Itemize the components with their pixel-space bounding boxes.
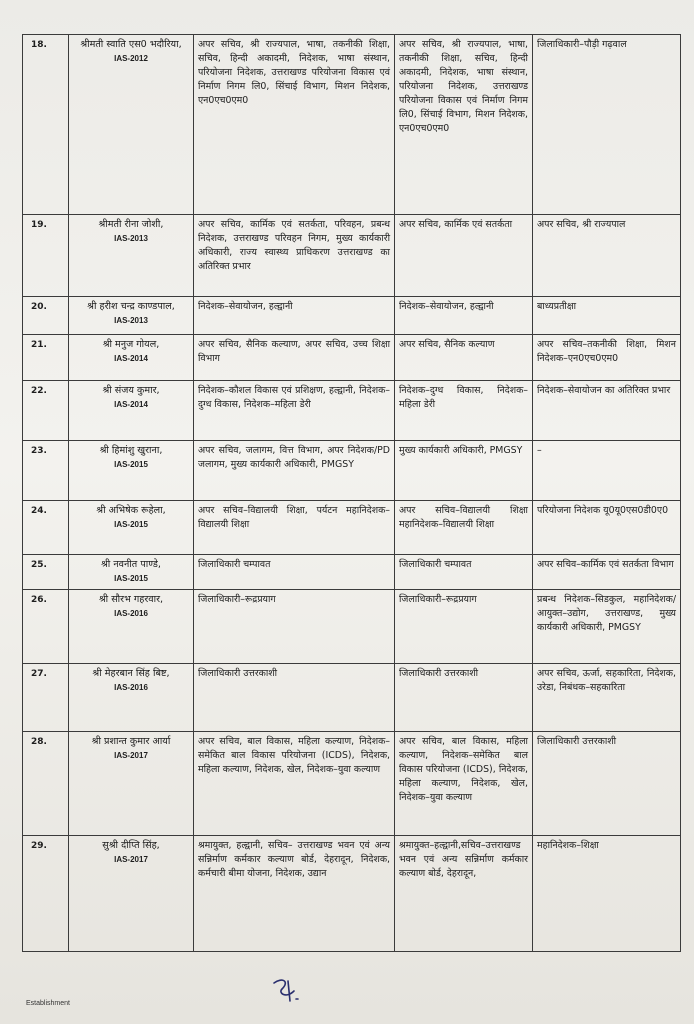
serial-number-cell	[23, 664, 69, 732]
current-posting-cell	[194, 335, 395, 381]
retained-posting-cell	[395, 381, 533, 441]
officer-batch: IAS-2012	[114, 54, 148, 63]
footer-label: Establishment	[26, 1000, 70, 1007]
officer-batch: IAS-2014	[114, 354, 148, 363]
officer-batch: IAS-2014	[114, 400, 148, 409]
new-posting-cell	[533, 335, 681, 381]
serial-number: 23.	[31, 446, 47, 456]
serial-number: 19.	[31, 220, 47, 230]
new-posting: अपर सचिव, ऊर्जा, सहकारिता, निदेशक, उरेडा, निबंधक–सहकारिता	[537, 668, 676, 693]
serial-number-cell	[23, 501, 69, 555]
retained-posting: जिलाधिकारी चम्पावत	[399, 559, 472, 570]
table-row	[23, 555, 681, 590]
current-posting-cell	[194, 836, 395, 952]
officer-batch: IAS-2015	[114, 460, 148, 469]
serial-number-cell	[23, 732, 69, 836]
current-posting: जिलाधिकारी उत्तरकाशी	[198, 668, 278, 679]
retained-posting: अपर सचिव, बाल विकास, महिला कल्याण, निदेशक–समेकित बाल विकास परियोजना (ICDS), निदेशक, महिला कल्याण, निदेशक, खेल, निदेशक–युवा कल्याण	[399, 736, 528, 803]
serial-number: 28.	[31, 737, 47, 747]
retained-posting: निदेशक–दुग्ध विकास, निदेशक–महिला डेरी	[399, 385, 528, 410]
retained-posting-cell	[395, 664, 533, 732]
retained-posting: श्रमायुक्त–हल्द्वानी,सचिव–उत्तराखण्ड भवन एवं अन्य सन्निर्माण कर्मकार कल्याण बोर्ड, देहरादून,	[399, 840, 528, 879]
new-posting: बाध्यप्रतीक्षा	[537, 301, 577, 312]
retained-posting-cell	[395, 501, 533, 555]
new-posting: अपर सचिव–तकनीकी शिक्षा, मिशन निदेशक–एन0एच0एम0	[537, 339, 676, 364]
new-posting: परियोजना निदेशक यू0यू0एस0डी0ए0	[537, 505, 669, 516]
serial-number-cell	[23, 381, 69, 441]
serial-number: 25.	[31, 560, 47, 570]
current-posting: जिलाधिकारी चम्पावत	[198, 559, 271, 570]
retained-posting: जिलाधिकारी–रूद्रप्रयाग	[399, 594, 477, 605]
officer-name-cell	[69, 441, 194, 501]
officer-name: श्री अभिषेक रूहेला,	[96, 505, 166, 516]
officer-name: श्रीमती स्वाति एस0 भदौरिया,	[80, 39, 182, 50]
serial-number: 27.	[31, 669, 47, 679]
serial-number: 21.	[31, 340, 47, 350]
table-row	[23, 381, 681, 441]
transfer-table	[22, 34, 681, 952]
current-posting: अपर सचिव, जलागम, वित्त विभाग, अपर निदेशक/PD जलागम, मुख्य कार्यकारी अधिकारी, PMGSY	[198, 445, 390, 470]
table-row	[23, 501, 681, 555]
new-posting: महानिदेशक–शिक्षा	[537, 840, 599, 851]
new-posting-cell	[533, 441, 681, 501]
serial-number-cell	[23, 297, 69, 335]
new-posting: प्रबन्ध निदेशक–सिडकुल, महानिदेशक/आयुक्त–उद्योग, उत्तराखण्ड, मुख्य कार्यकारी अधिकारी, PMGSY	[537, 594, 676, 633]
new-posting-cell	[533, 297, 681, 335]
current-posting: अपर सचिव, बाल विकास, महिला कल्याण, निदेशक– समेकित बाल विकास परियोजना (ICDS), निदेशक, महिला कल्याण, निदेशक, खेल, निदेशक–युवा कल्याण	[198, 736, 390, 775]
new-posting-cell	[533, 35, 681, 215]
new-posting: अपर सचिव–कार्मिक एवं सतर्कता विभाग	[537, 559, 674, 570]
officer-name: श्री नवनीत पाण्डे,	[101, 559, 161, 570]
retained-posting-cell	[395, 555, 533, 590]
retained-posting-cell	[395, 836, 533, 952]
new-posting-cell	[533, 590, 681, 664]
table-row	[23, 215, 681, 297]
officer-batch: IAS-2013	[114, 316, 148, 325]
new-posting-cell	[533, 836, 681, 952]
officer-name: श्री सौरभ गहरवार,	[98, 594, 164, 605]
officer-name-cell	[69, 732, 194, 836]
current-posting-cell	[194, 297, 395, 335]
serial-number: 26.	[31, 595, 47, 605]
serial-number-cell	[23, 35, 69, 215]
new-posting: अपर सचिव, श्री राज्यपाल	[537, 219, 626, 230]
officer-name: श्री हरीश चन्द्र काण्डपाल,	[87, 301, 175, 312]
retained-posting: अपर सचिव, श्री राज्यपाल, भाषा, तकनीकी शिक्षा, सचिव, हिन्दी अकादमी, निदेशक, भाषा संस्थान, परियोजना निदेशक, उत्तराखण्ड परियोजना विकास एवं निर्माण निगम लि0, सिंचाई विभाग, मिशन निदेशक, एन0एच0एम0	[399, 39, 528, 134]
current-posting: अपर सचिव, सैनिक कल्याण, अपर सचिव, उच्च शिक्षा विभाग	[198, 339, 390, 364]
officer-name-cell	[69, 501, 194, 555]
retained-posting: मुख्य कार्यकारी अधिकारी, PMGSY	[399, 445, 523, 456]
officer-name-cell	[69, 555, 194, 590]
retained-posting-cell	[395, 297, 533, 335]
current-posting-cell	[194, 664, 395, 732]
retained-posting: जिलाधिकारी उत्तरकाशी	[399, 668, 479, 679]
officer-name: श्रीमती रीना जोशी,	[98, 219, 164, 230]
current-posting-cell	[194, 215, 395, 297]
officer-name-cell	[69, 590, 194, 664]
officer-batch: IAS-2015	[114, 574, 148, 583]
current-posting: अपर सचिव–विद्यालयी शिक्षा, पर्यटन महानिदेशक– विद्यालयी शिक्षा	[198, 505, 390, 530]
table-row	[23, 35, 681, 215]
retained-posting-cell	[395, 335, 533, 381]
new-posting-cell	[533, 215, 681, 297]
new-posting-cell	[533, 555, 681, 590]
officer-name: सुश्री दीप्ति सिंह,	[102, 840, 160, 851]
current-posting-cell	[194, 441, 395, 501]
table-row	[23, 297, 681, 335]
officer-name-cell	[69, 335, 194, 381]
new-posting: निदेशक–सेवायोजन का अतिरिक्त प्रभार	[537, 385, 671, 396]
new-posting: –	[537, 445, 542, 456]
retained-posting: अपर सचिव–विद्यालयी शिक्षा महानिदेशक–विद्यालयी शिक्षा	[399, 505, 528, 530]
table-row	[23, 664, 681, 732]
serial-number: 29.	[31, 841, 47, 851]
officer-name: श्री हिमांशु खुराना,	[99, 445, 163, 456]
table-row	[23, 590, 681, 664]
new-posting-cell	[533, 381, 681, 441]
officer-batch: IAS-2017	[114, 751, 148, 760]
officer-name-cell	[69, 836, 194, 952]
serial-number-cell	[23, 335, 69, 381]
retained-posting: निदेशक–सेवायोजन, हल्द्वानी	[399, 301, 494, 312]
serial-number-cell	[23, 441, 69, 501]
new-posting-cell	[533, 664, 681, 732]
officer-batch: IAS-2015	[114, 520, 148, 529]
table-row	[23, 335, 681, 381]
table-row	[23, 836, 681, 952]
retained-posting: अपर सचिव, कार्मिक एवं सतर्कता	[399, 219, 513, 230]
current-posting: जिलाधिकारी–रूद्रप्रयाग	[198, 594, 276, 605]
officer-name-cell	[69, 35, 194, 215]
current-posting-cell	[194, 732, 395, 836]
officer-name-cell	[69, 215, 194, 297]
new-posting-cell	[533, 732, 681, 836]
serial-number: 22.	[31, 386, 47, 396]
current-posting: निदेशक–सेवायोजन, हल्द्वानी	[198, 301, 293, 312]
signature-mark	[268, 975, 308, 1007]
officer-name-cell	[69, 381, 194, 441]
current-posting-cell	[194, 555, 395, 590]
current-posting-cell	[194, 590, 395, 664]
current-posting-cell	[194, 35, 395, 215]
officer-batch: IAS-2016	[114, 683, 148, 692]
new-posting: जिलाधिकारी–पौड़ी गढ़वाल	[537, 39, 627, 50]
serial-number-cell	[23, 836, 69, 952]
serial-number: 24.	[31, 506, 47, 516]
retained-posting-cell	[395, 35, 533, 215]
new-posting: जिलाधिकारी उत्तरकाशी	[537, 736, 617, 747]
table-row	[23, 732, 681, 836]
officer-name-cell	[69, 664, 194, 732]
serial-number: 20.	[31, 302, 47, 312]
retained-posting-cell	[395, 590, 533, 664]
current-posting: अपर सचिव, श्री राज्यपाल, भाषा, तकनीकी शिक्षा, सचिव, हिन्दी अकादमी, निदेशक, भाषा संस्थान, परियोजना निदेशक, उत्तराखण्ड परियोजना विकास एवं निर्माण निगम लि0, सिंचाई विभाग, मिशन निदेशक, एन0एच0एम0	[198, 39, 390, 106]
retained-posting: अपर सचिव, सैनिक कल्याण	[399, 339, 495, 350]
serial-number-cell	[23, 590, 69, 664]
current-posting: अपर सचिव, कार्मिक एवं सतर्कता, परिवहन, प्रबन्ध निदेशक, उत्तराखण्ड परिवहन निगम, मुख्य कार्यकारी अधिकारी, राज्य स्वास्थ्य प्राधिकरण उत्तराखण्ड का अतिरिक्त प्रभार	[198, 219, 390, 272]
current-posting-cell	[194, 501, 395, 555]
serial-number-cell	[23, 215, 69, 297]
officer-batch: IAS-2017	[114, 855, 148, 864]
serial-number-cell	[23, 555, 69, 590]
retained-posting-cell	[395, 441, 533, 501]
current-posting: श्रमायुक्त, हल्द्वानी, सचिव– उत्तराखण्ड भवन एवं अन्य सन्निर्माण कर्मकार कल्याण बोर्ड, देहरादून, निदेशक, कर्मचारी बीमा योजना, निदेशक, उद्यान	[198, 840, 390, 879]
officer-batch: IAS-2016	[114, 609, 148, 618]
officer-name: श्री मेहरबान सिंह बिष्ट,	[92, 668, 170, 679]
retained-posting-cell	[395, 215, 533, 297]
officer-name: श्री प्रशान्त कुमार आर्या	[91, 736, 171, 747]
new-posting-cell	[533, 501, 681, 555]
table-row	[23, 441, 681, 501]
retained-posting-cell	[395, 732, 533, 836]
serial-number: 18.	[31, 40, 47, 50]
current-posting: निदेशक–कौशल विकास एवं प्रशिक्षण, हल्द्वानी, निदेशक– दुग्ध विकास, निदेशक–महिला डेरी	[198, 385, 390, 410]
officer-name: श्री संजय कुमार,	[102, 385, 160, 396]
officer-name: श्री मनुज गोयल,	[102, 339, 160, 350]
officer-batch: IAS-2013	[114, 234, 148, 243]
officer-name-cell	[69, 297, 194, 335]
current-posting-cell	[194, 381, 395, 441]
